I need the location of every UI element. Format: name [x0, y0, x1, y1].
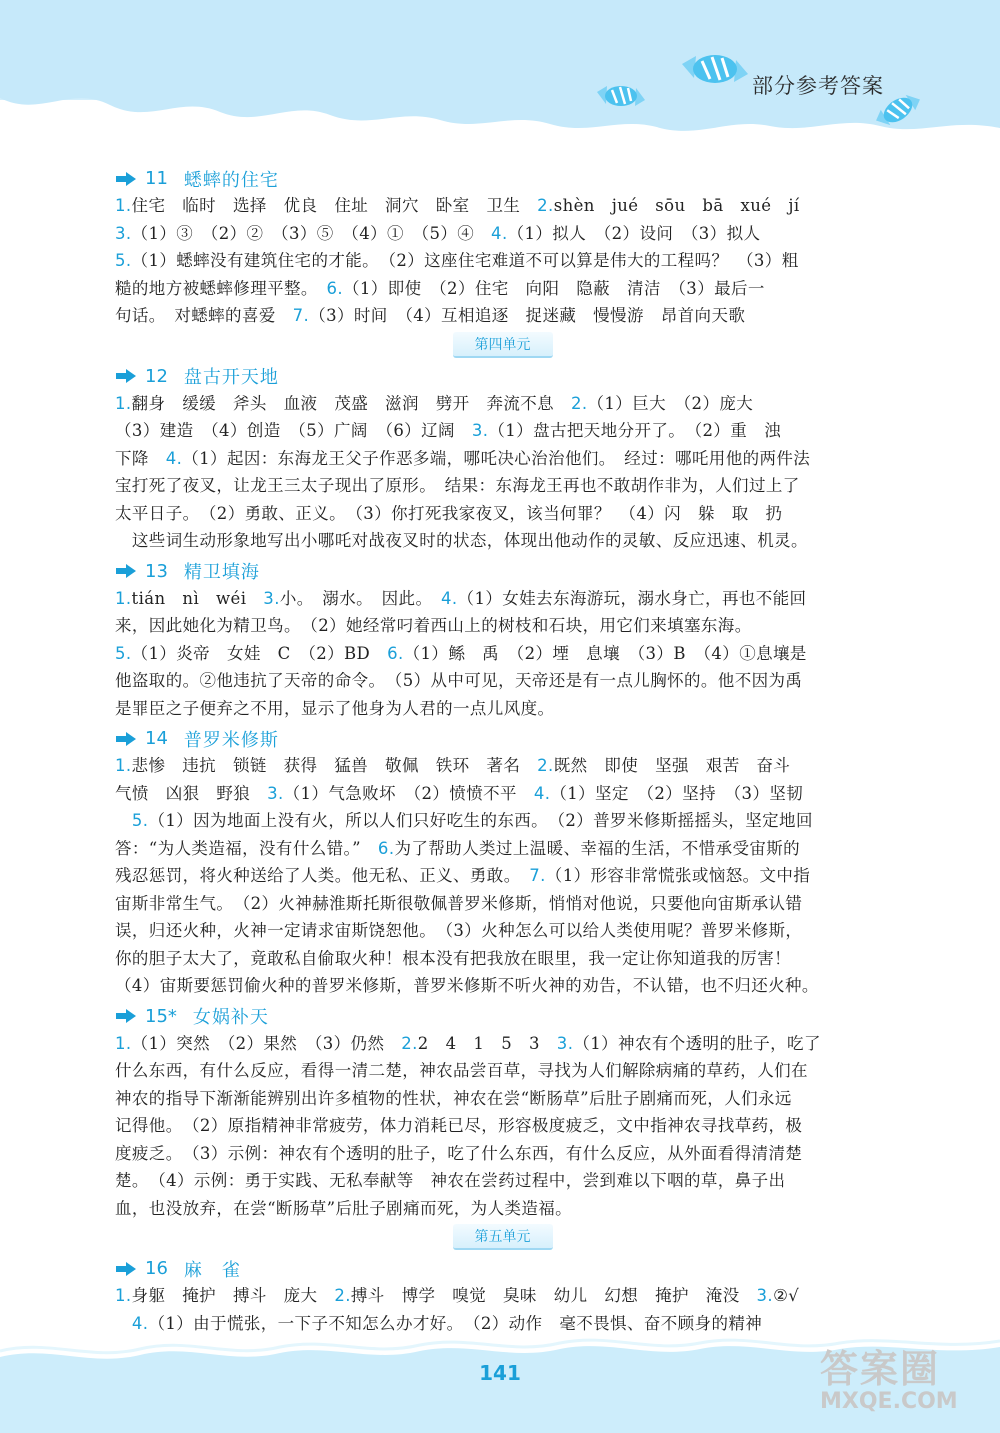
- answer-text: 翻身 缓缓 斧头 血液 茂盛 滋润 劈开 奔流不息: [131, 393, 571, 413]
- lesson-number: 16: [145, 1258, 168, 1279]
- answer-text: 你的胆子太大了，竟敢私自偷取火种！根本没有把我放在眼里，我一定让你知道我的厉害！: [115, 948, 791, 968]
- arrow-icon: [115, 1008, 137, 1024]
- question-number: 4.: [533, 783, 551, 803]
- answer-text: ②√: [773, 1286, 800, 1305]
- answer-line: [115, 1030, 890, 1058]
- question-number: 3.: [756, 1286, 774, 1305]
- answer-line: [115, 1085, 890, 1113]
- lesson-title: 盘古开天地: [183, 367, 279, 388]
- lesson-heading: [115, 1003, 890, 1030]
- answer-text: （1）因为地面上没有火，所以人们只好吃生的东西。 （2）普罗米修斯摇摇头，坚定地回: [148, 811, 813, 830]
- lesson-number: 11: [145, 168, 168, 189]
- lesson-heading: [115, 725, 890, 752]
- answer-text: （1）气急败坏 （2）愤愤不平: [283, 783, 534, 803]
- answer-line: [115, 862, 890, 890]
- answer-text: 楚。 （4）示例：勇于实践、无私奉献等 神农在尝药过程中，尝到难以下咽的草，鼻子出: [115, 1171, 786, 1190]
- answer-line: [115, 1057, 890, 1085]
- lesson-answers: [115, 192, 890, 330]
- answer-text: （1）拟人 （2）设问 （3）拟人: [507, 223, 761, 243]
- lesson-heading: [115, 165, 890, 192]
- question-number: 2.: [570, 393, 588, 413]
- answer-content: [115, 162, 890, 1337]
- question-number: 1.: [115, 588, 132, 608]
- answer-text: 住宅 临时 选择 优良 住址 洞穴 卧室 卫生: [131, 196, 538, 215]
- answer-line: [115, 890, 890, 918]
- question-number: 1.: [115, 393, 132, 413]
- answer-text: 宙斯非常生气。 （2）火神赫淮斯托斯很敬佩普罗米修斯，悄悄对他说，只要他向宙斯承认错: [115, 893, 803, 913]
- candy-icon: [595, 78, 647, 114]
- answer-text: （1）炎帝 女娃 C （2）BD: [131, 643, 388, 663]
- answer-line: [115, 417, 890, 445]
- question-number: 2.: [537, 196, 554, 215]
- answer-line: [115, 1112, 890, 1140]
- answer-line: [115, 1140, 890, 1168]
- lesson-answers: [115, 585, 890, 723]
- answer-text: （3）建造 （4）创造 （5）广阔 （6）辽阔: [115, 421, 472, 440]
- answer-text: （1）神农有个透明的肚子，吃了: [573, 1033, 821, 1053]
- answer-text: （1）突然 （2）果然 （3）仍然: [131, 1033, 402, 1053]
- answer-text: （1）由于慌张，一下子不知怎么办才好。 （2）动作 毫不畏惧、奋不顾身的精神: [148, 1313, 763, 1333]
- question-number: 1.: [115, 196, 132, 215]
- question-number: 3.: [263, 588, 280, 608]
- answer-text: （1）巨大 （2）庞大: [587, 393, 754, 413]
- question-number: 5.: [115, 251, 132, 270]
- answer-line: [115, 1282, 890, 1310]
- question-number: 3.: [556, 1033, 574, 1053]
- lesson-number: 15*: [145, 1005, 177, 1027]
- lesson-number: 13: [145, 560, 168, 582]
- answer-text: 误，归还火种，火神一定请求宙斯饶恕他。 （3）火种怎么可以给人类使用呢？普罗米修斯，: [115, 921, 803, 940]
- watermark-logo: [820, 1338, 990, 1428]
- answer-text: 搏斗 博学 嗅觉 臭味 幼儿 幻想 掩护 淹没: [350, 1286, 757, 1305]
- answer-text: 为了帮助人类过上温暖、幸福的生活，不惜承受宙斯的: [394, 838, 801, 858]
- answer-line: [115, 445, 890, 473]
- answer-text: 宝打死了夜叉，让龙王三太子现出了原形。 结果：东海龙王再也不敢胡作非为，人们过上了: [115, 476, 800, 495]
- answer-text: 气愤 凶狠 野狼: [115, 783, 268, 803]
- answer-text: 小。 溺水。 因此。: [279, 588, 441, 608]
- answer-text: 这些词生动形象地写出小哪吒对战夜叉时的状态，体现出他动作的灵敏、反应迅速、机灵。: [115, 531, 808, 550]
- answer-text: 来，因此她化为精卫鸟。 （2）她经常叼着西山上的树枝和石块，用它们来填塞东海。: [115, 616, 752, 635]
- answer-text: 是罪臣之子便弃之不用，显示了他身为人君的一点儿风度。: [115, 698, 555, 718]
- lesson-title: 蟋蟀的住宅: [183, 169, 279, 191]
- lesson-title: 麻 雀: [183, 1259, 241, 1281]
- answer-text: 下降: [115, 448, 166, 468]
- answer-line: [115, 527, 890, 555]
- answer-text: （1）鲧 禹 （2）堙 息壤 （3）B （4）①息壤是: [403, 643, 807, 663]
- candy-icon: [680, 44, 750, 94]
- question-number: 7.: [529, 866, 546, 885]
- lesson-answers: [115, 390, 890, 555]
- answer-text: 答：“为人类造福，没有什么错。”: [115, 838, 378, 858]
- question-number: 3.: [115, 223, 132, 243]
- question-number: 4.: [165, 448, 183, 468]
- answer-text: 他盗取的。②他违抗了天帝的命令。 （5）从中可见，天帝还是有一点儿胸怀的。他不因为禹: [115, 671, 803, 690]
- answer-line: [115, 807, 890, 835]
- answer-text: 身躯 掩护 搏斗 庞大: [131, 1286, 335, 1305]
- answer-text: shèn jué sōu bā xué jí: [553, 196, 800, 215]
- arrow-icon: [115, 563, 137, 579]
- answer-line: [115, 1167, 890, 1195]
- lesson-answers: [115, 1282, 890, 1337]
- answer-line: [115, 500, 890, 528]
- arrow-icon: [115, 171, 137, 187]
- answer-text: （1）盘古把天地分开了。 （2）重 浊: [488, 421, 781, 440]
- watermark-url: MXQE.COM: [820, 1389, 958, 1414]
- watermark-text: 答案圈: [820, 1347, 941, 1391]
- answer-text: （1）女娃去东海游玩，溺水身亡，再也不能回: [457, 588, 807, 608]
- answer-line: [115, 612, 890, 640]
- answer-text: 句话。 对蟋蟀的喜爱: [115, 306, 293, 325]
- answer-text: （1）③ （2）② （3）⑤ （4）① （5）④: [131, 223, 492, 243]
- answer-text: tián nì wéi: [131, 588, 264, 608]
- answer-text: [115, 1314, 132, 1333]
- answer-text: （1）即使 （2）住宅 向阳 隐蔽 清洁 （3）最后一: [343, 278, 765, 298]
- lesson-answers: [115, 1030, 890, 1223]
- arrow-icon: [115, 368, 137, 384]
- question-number: 6.: [326, 278, 343, 298]
- question-number: 5.: [115, 643, 132, 663]
- answer-line: [115, 472, 890, 500]
- answer-text: 糙的地方被蟋蟀修理平整。: [115, 278, 327, 298]
- answer-text: （4）宙斯要惩罚偷火种的普罗米修斯，普罗米修斯不听火神的劝告，不认错，也不归还火种。: [115, 976, 819, 995]
- question-number: 3.: [471, 421, 489, 440]
- page-header-title: 部分参考答案: [752, 74, 884, 98]
- question-number: 4.: [131, 1313, 149, 1333]
- answer-text: 2 4 1 5 3: [417, 1033, 557, 1053]
- question-number: 2.: [401, 1033, 418, 1053]
- answer-text: （3）时间 （4）互相追逐 捉迷藏 慢慢游 昂首向天歌: [309, 306, 746, 325]
- answer-line: [115, 695, 890, 723]
- answer-line: [115, 945, 890, 973]
- question-number: 6.: [377, 838, 395, 858]
- question-number: 4.: [441, 588, 458, 608]
- answer-text: 血，也没放弃，在尝“断肠草”后肚子剧痛而死，为人类造福。: [115, 1198, 573, 1218]
- question-number: 2.: [334, 1286, 351, 1305]
- unit-label: 第五单元: [453, 1224, 553, 1250]
- answer-line: [115, 1195, 890, 1223]
- question-number: 2.: [537, 756, 554, 775]
- question-number: 6.: [387, 643, 404, 663]
- answer-line: [115, 917, 890, 945]
- lesson-title: 女娲补天: [192, 1007, 269, 1028]
- answer-text: 度疲乏。 （3）示例：神农有个透明的肚子，吃了什么东西，有什么反应，从外面看得清清楚: [115, 1143, 803, 1163]
- answer-text: 神农的指导下渐渐能辨别出许多植物的性状，神农在尝“断肠草”后肚子剧痛而死，人们永远: [115, 1088, 792, 1108]
- answer-line: [115, 192, 890, 220]
- answer-text: 残忍惩罚，将火种送给了人类。他无私、正义、勇敢。: [115, 866, 530, 885]
- answer-line: [115, 667, 890, 695]
- lesson-number: 12: [145, 365, 168, 387]
- unit-label: 第四单元: [453, 332, 553, 358]
- answer-line: [115, 585, 890, 613]
- lesson-heading: [115, 558, 890, 585]
- answer-text: （1）形容非常慌张或恼怒。文中指: [545, 866, 811, 885]
- lesson-title: 普罗米修斯: [183, 729, 279, 751]
- page-number: 141: [479, 1361, 521, 1385]
- answer-text: 悲惨 违抗 锁链 获得 猛兽 敬佩 铁环 著名: [131, 756, 538, 775]
- lesson-heading: [115, 363, 890, 390]
- question-number: 7.: [292, 306, 310, 325]
- lesson-answers: [115, 752, 890, 1000]
- answer-line: [115, 835, 890, 863]
- question-number: 4.: [491, 223, 508, 243]
- answer-line: [115, 752, 890, 780]
- answer-text: （1）起因：东海龙王父子作恶多端，哪吒决心治治他们。 经过：哪吒用他的两件法: [182, 448, 811, 468]
- answer-line: [115, 275, 890, 303]
- lesson-number: 14: [145, 728, 168, 749]
- lesson-heading: [115, 1255, 890, 1282]
- answer-text: 什么东西，有什么反应，看得一清二楚，神农品尝百草，寻找为人们解除病痛的草药，人们在: [115, 1061, 808, 1080]
- lesson-title: 精卫填海: [183, 562, 260, 583]
- answer-line: [115, 640, 890, 668]
- question-number: 5.: [131, 811, 149, 830]
- arrow-icon: [115, 1261, 137, 1277]
- answer-text: 太平日子。 （2）勇敢、正义。 （3）你打死我家夜叉，该当何罪？ （4）闪 躲 取 扔: [115, 503, 783, 523]
- answer-line: [115, 972, 890, 1000]
- answer-text: [115, 811, 132, 830]
- answer-line: [115, 1310, 890, 1338]
- answer-line: [115, 247, 890, 275]
- answer-text: （1）蟋蟀没有建筑住宅的才能。 （2）这座住宅难道不可以算是伟大的工程吗？ （3）粗: [131, 251, 799, 270]
- answer-line: [115, 302, 890, 330]
- answer-text: 既然 即使 坚强 艰苦 奋斗: [553, 756, 791, 775]
- answer-line: [115, 780, 890, 808]
- answer-line: [115, 220, 890, 248]
- answer-line: [115, 390, 890, 418]
- answer-text: 记得他。 （2）原指精神非常疲劳，体力消耗已尽，形容极度疲乏，文中指神农寻找草药，极: [115, 1116, 803, 1135]
- answer-text: （1）坚定 （2）坚持 （3）坚韧: [550, 783, 804, 803]
- question-number: 1.: [115, 756, 132, 775]
- question-number: 1.: [115, 1033, 132, 1053]
- question-number: 1.: [115, 1286, 132, 1305]
- arrow-icon: [115, 731, 137, 747]
- question-number: 3.: [267, 783, 284, 803]
